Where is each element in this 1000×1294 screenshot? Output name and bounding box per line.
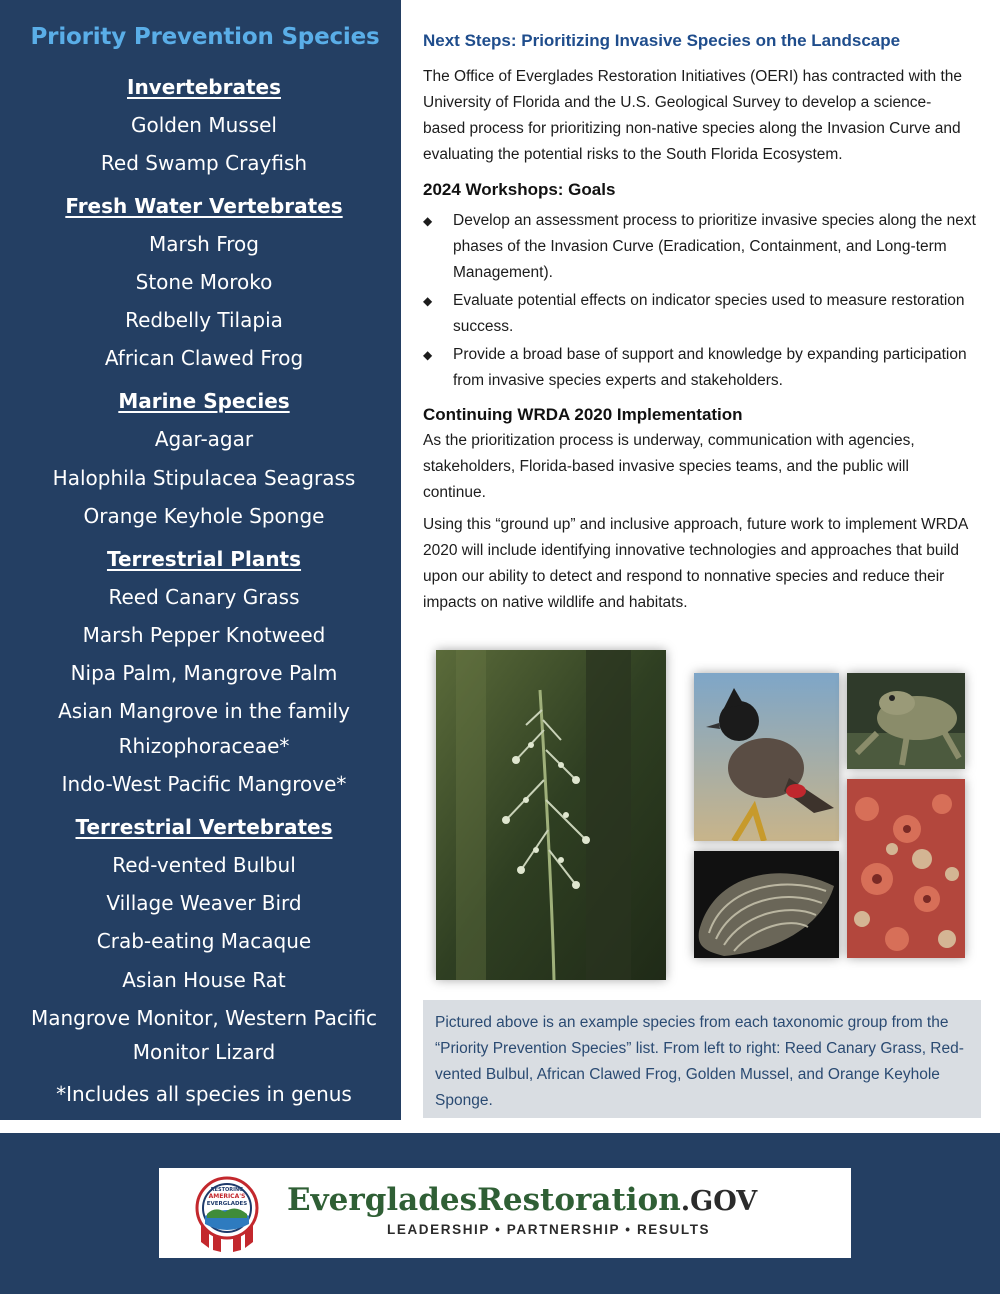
reed-canary-grass-photo [436,650,666,980]
wrda-paragraph-2: Using this “ground up” and inclusive approach, future work to implement WRDA 2020 will include identifying innovative technologies and approaches that build upon our ability to detect and respond to nonnative species and reduce their impacts on native wildlife and habitats. [423,516,968,611]
tagline: LEADERSHIP • PARTNERSHIP • RESULTS [387,1222,711,1237]
species-name: Marsh Pepper Knotweed [82,623,326,647]
species-name: Marsh Frog [149,232,259,256]
bullet-diamond-icon: ◆ [423,214,433,228]
species-name: Monitor Lizard [132,1040,276,1064]
next-steps-heading: Next Steps: Prioritizing Invasive Species on the Landscape [423,31,901,50]
site-name[interactable] [287,1182,847,1218]
site-banner[interactable] [159,1168,851,1258]
bullet-diamond-icon: ◆ [423,294,433,308]
wrda-paragraph-1: As the prioritization process is underway, communication with agencies, stakeholders, Florida-based invasive species teams, and the public will continue. [423,432,915,501]
genus-footnote: *Includes all species in genus [56,1082,352,1106]
species-name: Crab-eating Macaque [96,929,312,953]
species-name: African Clawed Frog [104,346,304,370]
bullet-diamond-icon: ◆ [423,348,433,362]
african-clawed-frog-photo [847,673,965,769]
species-name: Nipa Palm, Mangrove Palm [70,661,338,685]
orange-keyhole-sponge-photo [847,779,965,958]
restoring-americas-everglades-logo [195,1176,259,1252]
goal-text: Evaluate potential effects on indicator species used to measure restoration success. [453,292,965,335]
intro-paragraph: The Office of Everglades Restoration Initiatives (OERI) has contracted with the University of Florida and the U.S. Geological Survey to develop a science-based process for prioritizing non-native species along the Invasion Curve and evaluating the potential risks to the South Florida Ecosystem. [423,68,963,163]
species-name: Stone Moroko [135,270,273,294]
species-name: Halophila Stipulacea Seagrass [52,466,356,490]
species-name: Redbelly Tilapia [125,308,283,332]
category-heading: Fresh Water Vertebrates [65,194,343,218]
species-name: Indo-West Pacific Mangrove* [61,772,347,796]
category-heading: Terrestrial Vertebrates [75,815,333,839]
species-name: Asian House Rat [122,968,286,992]
category-heading: Marine Species [118,389,290,413]
species-name: Golden Mussel [131,113,277,137]
site-name-text: EvergladesRestoration [287,1182,681,1218]
species-name: Red Swamp Crayfish [100,151,308,175]
species-sidebar [0,0,401,1120]
species-name: Agar-agar [154,427,254,451]
species-name: Red-vented Bulbul [112,853,296,877]
red-vented-bulbul-photo [694,673,839,841]
goal-text: Develop an assessment process to prioritize invasive species along the next phases of the Invasion Curve (Eradication, Containment, and Long-term Management). [453,212,976,281]
svg-text:AMERICA'S: AMERICA'S [208,1193,246,1200]
workshops-heading: 2024 Workshops: Goals [423,180,616,199]
species-name: Rhizophoraceae* [118,734,290,758]
species-name: Asian Mangrove in the family [58,699,350,723]
photo-caption: Pictured above is an example species from each taxonomic group from the “Priority Prevention Species” list. From left to right: Reed Canary Grass, Red-vented Bulbul, African Clawed Frog, Golden Mussel, and Orange Keyhole Sponge. [423,1000,981,1118]
golden-mussel-photo [694,851,839,958]
category-heading: Invertebrates [127,75,281,99]
site-tld-text: .GOV [680,1186,758,1217]
species-name: Orange Keyhole Sponge [83,504,325,528]
species-name: Reed Canary Grass [108,585,300,609]
svg-text:RESTORING: RESTORING [210,1187,244,1193]
sidebar-title: Priority Prevention Species [30,24,380,50]
category-heading: Terrestrial Plants [106,547,302,571]
species-name: Mangrove Monitor, Western Pacific [30,1006,378,1030]
svg-text:EVERGLADES: EVERGLADES [206,1201,248,1207]
species-name: Village Weaver Bird [106,891,302,915]
goal-text: Provide a broad base of support and knowledge by expanding participation from invasive species experts and stakeholders. [453,346,967,389]
wrda-heading: Continuing WRDA 2020 Implementation [423,405,743,424]
